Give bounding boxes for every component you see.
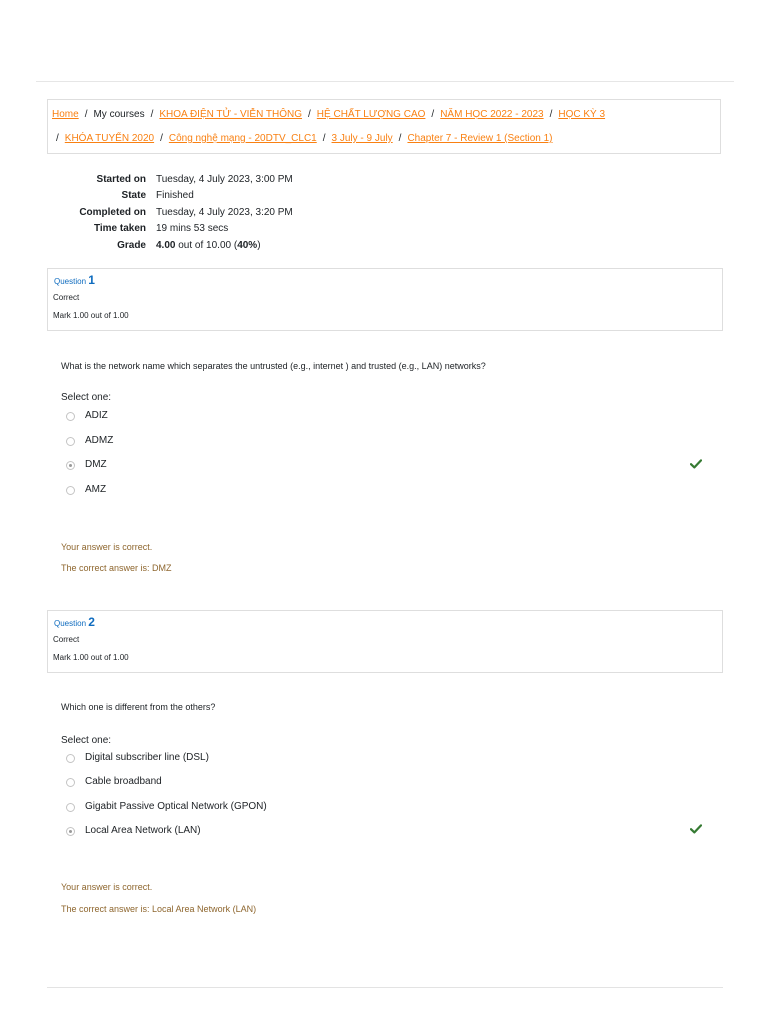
breadcrumb-cohort-link[interactable]: KHÓA TUYỂN 2020 — [64, 133, 155, 144]
question-2-feedback: Your answer is correct. — [61, 882, 153, 892]
breadcrumb-my-courses: My courses — [93, 109, 145, 120]
question-number-value: 1 — [88, 273, 95, 287]
radio-button[interactable] — [66, 754, 75, 763]
time-taken-value: 19 mins 53 secs — [156, 223, 229, 234]
question-1-info — [47, 268, 723, 331]
state-value: Finished — [156, 190, 194, 201]
check-mark-icon — [690, 824, 702, 834]
option-label: DMZ — [85, 459, 107, 470]
question-2-info — [47, 610, 723, 673]
question-1-text: What is the network name which separates the untrusted (e.g., internet ) and trusted (e.g., LAN) networks? — [61, 361, 486, 371]
breadcrumb-separator: / — [322, 133, 326, 144]
breadcrumb-separator: / — [160, 133, 163, 144]
radio-button[interactable] — [66, 486, 75, 495]
breadcrumb-week-link[interactable]: 3 July - 9 July — [331, 133, 393, 144]
breadcrumb-year-link[interactable]: NĂM HỌC 2022 - 2023 — [440, 109, 544, 120]
grade-value — [156, 240, 261, 251]
breadcrumb-separator: / — [56, 133, 59, 144]
radio-button[interactable] — [66, 778, 75, 787]
question-2-prompt: Select one: — [61, 735, 112, 746]
question-2-text: Which one is different from the others? — [61, 702, 216, 712]
question-mark: Mark 1.00 out of 1.00 — [53, 311, 129, 320]
state-label: State — [121, 190, 146, 201]
option-label: ADIZ — [85, 410, 108, 421]
radio-button[interactable] — [66, 803, 75, 812]
top-divider — [36, 81, 734, 82]
question-1-prompt: Select one: — [61, 392, 112, 403]
question-1-right-answer: The correct answer is: DMZ — [61, 563, 172, 573]
radio-button-selected[interactable] — [66, 461, 75, 470]
breadcrumb-separator: / — [150, 109, 154, 120]
option-label: Local Area Network (LAN) — [85, 825, 201, 836]
breadcrumb-term-link[interactable]: HỌC KỲ 3 — [558, 109, 606, 120]
breadcrumb-separator: / — [431, 109, 435, 120]
summary-row-grade — [47, 240, 261, 256]
breadcrumb-home-link[interactable]: Home — [52, 109, 79, 120]
option-label: Gigabit Passive Optical Network (GPON) — [85, 801, 267, 812]
grade-label: Grade — [117, 240, 146, 251]
question-state: Correct — [53, 635, 80, 644]
radio-button-selected[interactable] — [66, 827, 75, 836]
question-state: Correct — [53, 293, 80, 302]
question-1-feedback: Your answer is correct. — [61, 542, 153, 552]
breadcrumb-separator: / — [549, 109, 553, 120]
question-label: Question — [54, 277, 87, 286]
grade-out-of: out of 10.00 ( — [175, 240, 238, 251]
summary-row-completed — [47, 207, 293, 223]
question-number — [54, 273, 95, 287]
grade-percent: 40% — [237, 240, 258, 251]
bottom-divider — [47, 987, 723, 988]
option-label: ADMZ — [85, 435, 114, 446]
grade-score: 4.00 — [156, 240, 176, 251]
question-number-value: 2 — [88, 615, 95, 629]
grade-close: ) — [257, 240, 261, 251]
breadcrumb-course-link[interactable]: Công nghệ mạng - 20DTV_CLC1 — [168, 133, 317, 144]
summary-row-state — [47, 190, 194, 206]
summary-row-started — [47, 174, 293, 190]
time-taken-label: Time taken — [93, 223, 146, 234]
radio-button[interactable] — [66, 412, 75, 421]
breadcrumb-program-link[interactable]: HỆ CHẤT LƯỢNG CAO — [316, 109, 426, 120]
question-label: Question — [54, 619, 87, 628]
summary-row-time — [47, 223, 229, 239]
check-mark-icon — [690, 459, 702, 469]
radio-button[interactable] — [66, 437, 75, 446]
started-on-label: Started on — [96, 174, 146, 185]
breadcrumb-line-2 — [56, 133, 553, 144]
breadcrumb-line-1 — [52, 109, 605, 120]
breadcrumb-separator: / — [308, 109, 311, 120]
breadcrumb-faculty-link[interactable]: KHOA ĐIỆN TỬ - VIỄN THÔNG — [159, 109, 303, 120]
question-number — [54, 615, 95, 629]
option-label: Cable broadband — [85, 776, 162, 787]
started-on-value: Tuesday, 4 July 2023, 3:00 PM — [156, 174, 293, 185]
breadcrumb-separator: / — [84, 109, 88, 120]
question-mark: Mark 1.00 out of 1.00 — [53, 653, 129, 662]
completed-on-value: Tuesday, 4 July 2023, 3:20 PM — [156, 207, 293, 218]
breadcrumb-quiz-link[interactable]: Chapter 7 - Review 1 (Section 1) — [407, 133, 553, 144]
option-label: Digital subscriber line (DSL) — [85, 752, 209, 763]
option-label: AMZ — [85, 484, 107, 495]
completed-on-label: Completed on — [79, 207, 146, 218]
breadcrumb — [47, 99, 721, 154]
question-2-right-answer: The correct answer is: Local Area Network (LAN) — [61, 904, 257, 914]
breadcrumb-separator: / — [398, 133, 402, 144]
